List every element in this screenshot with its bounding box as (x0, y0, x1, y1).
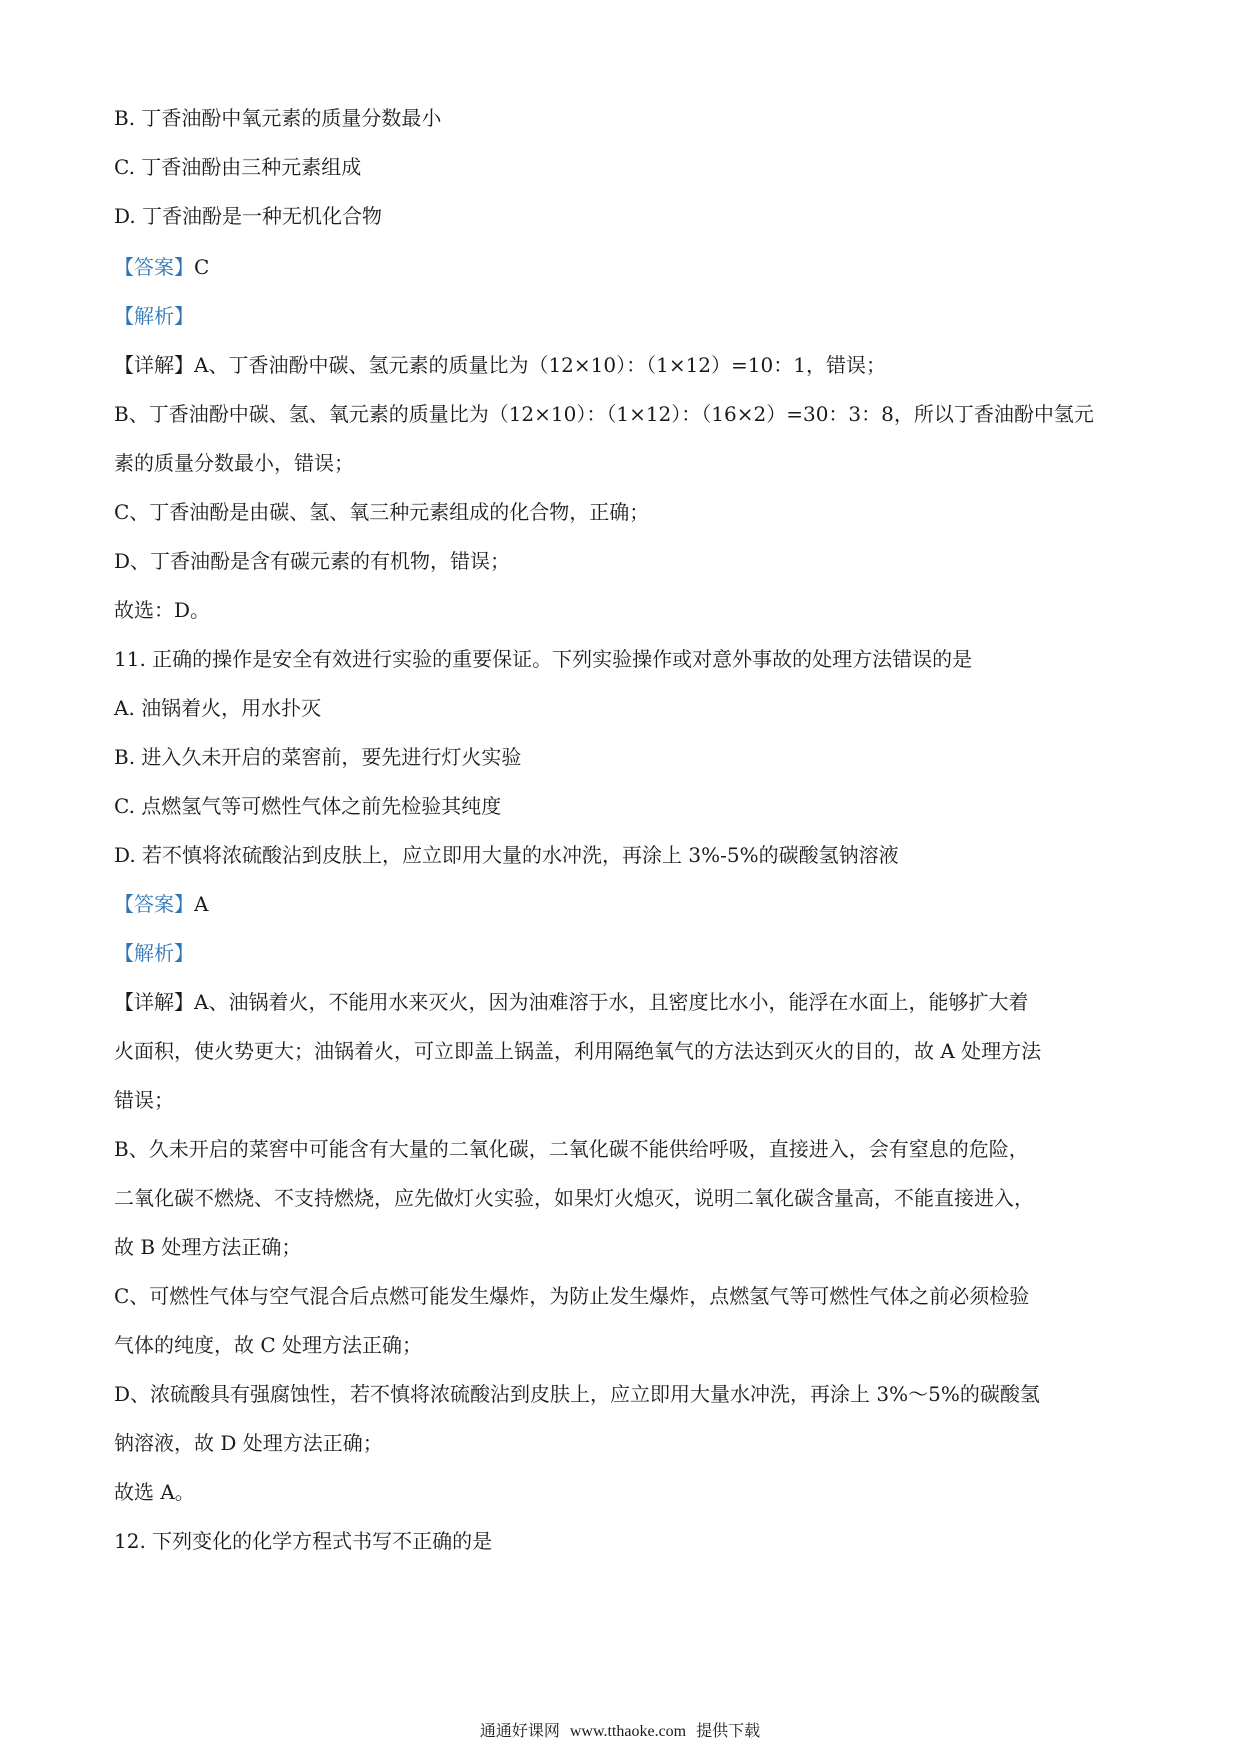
q11-detail-d-line2: 钠溶液，故 D 处理方法正确； (114, 1431, 383, 1455)
detail-tag: 【详解】 (114, 990, 194, 1014)
q12-stem: 12. 下列变化的化学方程式书写不正确的是 (114, 1529, 493, 1553)
detail-tag: 【详解】 (114, 353, 194, 377)
q11-detail-a-line2: 火面积，使火势更大；油锅着火，可立即盖上锅盖，利用隔绝氧气的方法达到灭火的目的，故 A 处理方法 (114, 1039, 1042, 1063)
q11-conclusion: 故选 A。 (114, 1480, 195, 1504)
detail-text: A、丁香油酚中碳、氢元素的质量比为（12×10）：（1×12）=10：1，错误； (194, 353, 886, 377)
q11-stem: 11. 正确的操作是安全有效进行实验的重要保证。下列实验操作或对意外事故的处理方法错误的是 (114, 647, 973, 671)
q11-detail-b-line3: 故 B 处理方法正确； (114, 1235, 302, 1259)
q11-analysis (114, 939, 1134, 967)
answer-value: C (194, 255, 210, 279)
q11-detail-d-line1: D、浓硫酸具有强腐蚀性，若不慎将浓硫酸沾到皮肤上，应立即用大量水冲洗，再涂上 3%～5%的碳酸氢 (114, 1382, 1040, 1406)
footer-site-name: 通通好课网 (479, 1721, 560, 1740)
q11-option-c: C. 点燃氢气等可燃性气体之前先检验其纯度 (114, 794, 502, 818)
q10-detail-c: C、丁香油酚是由碳、氢、氧三种元素组成的化合物，正确； (114, 500, 650, 524)
analysis-tag: 【解析】 (114, 304, 194, 328)
q11-detail-a-line1 (114, 988, 1134, 1016)
q11-option-d: D. 若不慎将浓硫酸沾到皮肤上，应立即用大量的水冲洗，再涂上 3%-5%的碳酸氢钠溶液 (114, 843, 899, 867)
q10-option-d: D. 丁香油酚是一种无机化合物 (114, 204, 383, 228)
q10-option-b: B. 丁香油酚中氧元素的质量分数最小 (114, 106, 442, 130)
q10-conclusion: 故选：D。 (114, 598, 211, 622)
footer-download-text: 提供下载 (696, 1721, 761, 1740)
q10-analysis (114, 302, 1134, 330)
answer-tag: 【答案】 (114, 255, 194, 279)
q11-answer (114, 890, 1134, 918)
q10-option-c: C. 丁香油酚由三种元素组成 (114, 155, 362, 179)
q11-option-a: A. 油锅着火，用水扑灭 (114, 696, 322, 720)
analysis-tag: 【解析】 (114, 941, 194, 965)
q11-option-b: B. 进入久未开启的菜窖前，要先进行灯火实验 (114, 745, 522, 769)
q10-detail-a (114, 351, 1134, 379)
answer-tag: 【答案】 (114, 892, 194, 916)
footer-url-link[interactable]: www.tthaoke.com (569, 1723, 687, 1740)
q10-detail-b-line2: 素的质量分数最小，错误； (114, 451, 354, 475)
detail-text: A、油锅着火，不能用水来灭火，因为油难溶于水，且密度比水小，能浮在水面上，能够扩大着 (194, 990, 1029, 1014)
q11-detail-a-line3: 错误； (114, 1088, 174, 1112)
q11-detail-c-line1: C、可燃性气体与空气混合后点燃可能发生爆炸，为防止发生爆炸，点燃氢气等可燃性气体之前必须检验 (114, 1284, 1030, 1308)
q10-detail-d: D、丁香油酚是含有碳元素的有机物，错误； (114, 549, 511, 573)
q11-detail-b-line1: B、久未开启的菜窖中可能含有大量的二氧化碳，二氧化碳不能供给呼吸，直接进入，会有窒息的危险， (114, 1137, 1029, 1161)
q10-answer (114, 253, 1134, 281)
q11-detail-b-line2: 二氧化碳不燃烧、不支持燃烧，应先做灯火实验，如果灯火熄灭，说明二氧化碳含量高，不能直接进入， (114, 1186, 1034, 1210)
answer-value: A (194, 892, 209, 916)
q10-detail-b-line1: B、丁香油酚中碳、氢、氧元素的质量比为（12×10）：（1×12）：（16×2）=30：3：8，所以丁香油酚中氢元 (114, 402, 1094, 426)
q11-detail-c-line2: 气体的纯度，故 C 处理方法正确； (114, 1333, 423, 1357)
page-footer (0, 1720, 1240, 1743)
